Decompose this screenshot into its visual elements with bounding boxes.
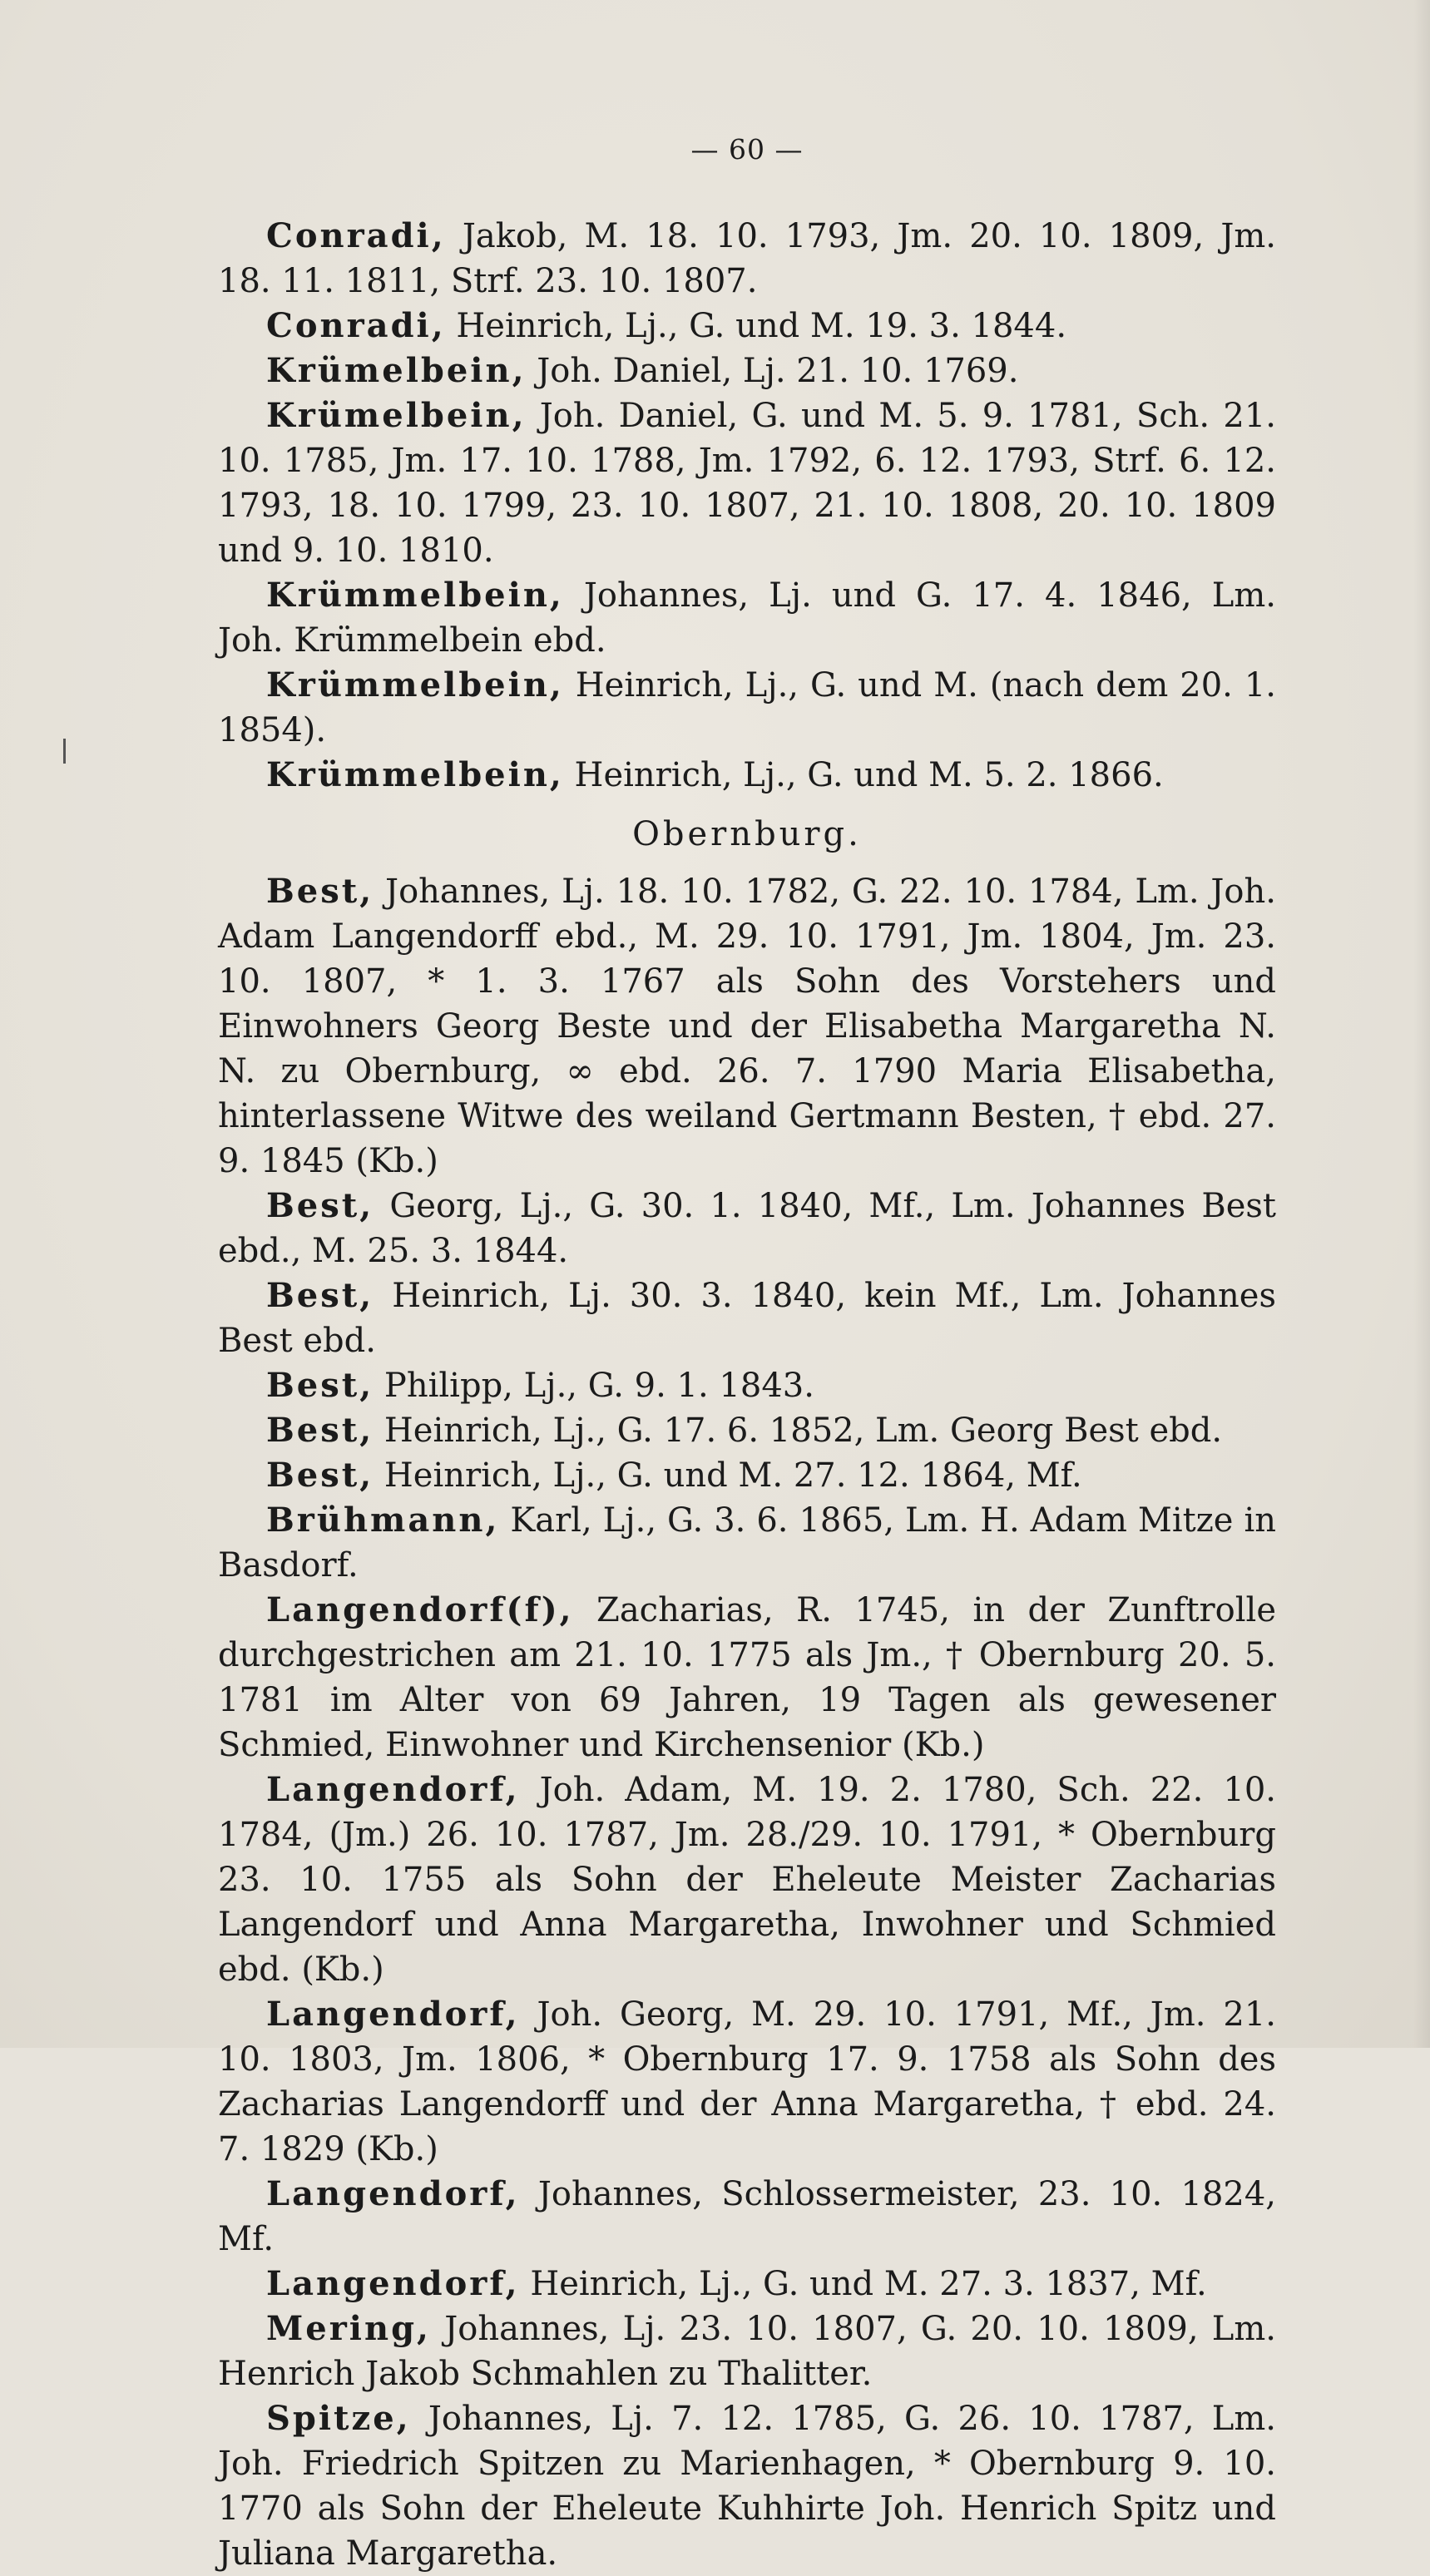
- entry-surname: Spitze,: [266, 2399, 411, 2438]
- entry-text: Heinrich, Lj., G. und M. 27. 12. 1864, Mf.: [374, 1456, 1082, 1495]
- entry-text: Joh. Georg, M. 29. 10. 1791, Mf., Jm. 21. 10. 1803, Jm. 1806, * Obernburg 17. 9. 1758 als Sohn des Zacharias Langendorff und der Anna Margaretha, † ebd. 24. 7. 1829 (Kb.): [218, 1995, 1276, 2168]
- page-edge-shade: [1413, 0, 1430, 2048]
- entry: [218, 1498, 1276, 1588]
- entry-surname: Krümmelbein,: [266, 665, 564, 705]
- entry-surname: Krümelbein,: [266, 396, 527, 435]
- entry: [218, 1992, 1276, 2172]
- entry-surname: Krümmelbein,: [266, 576, 564, 615]
- entry-surname: Conradi,: [266, 216, 446, 255]
- entry: [218, 393, 1276, 573]
- entry-surname: Best,: [266, 872, 374, 911]
- text-block: [218, 133, 1276, 2576]
- entry: [218, 869, 1276, 1184]
- entry-text: Heinrich, Lj., G. und M. 27. 3. 1837, Mf.: [519, 2265, 1207, 2303]
- entry-text: Zacharias, R. 1745, in der Zunftrolle durchgestrichen am 21. 10. 1775 als Jm., † Obernburg 20. 5. 1781 im Alter von 69 Jahren, 19 Tagen als gewesener Schmied, Einwohner und Kirchensenior (Kb.): [218, 1591, 1276, 1764]
- entry: [218, 1273, 1276, 1363]
- entry-surname: Best,: [266, 1411, 374, 1450]
- entry-surname: Best,: [266, 1366, 374, 1405]
- entry-surname: Best,: [266, 1276, 374, 1315]
- entry: [218, 2396, 1276, 2576]
- entry: [218, 2262, 1276, 2307]
- entry-surname: Langendorf,: [266, 1995, 520, 2034]
- section-heading: Obernburg.: [632, 815, 862, 853]
- entry-text: Heinrich, Lj. 30. 3. 1840, kein Mf., Lm. Johannes Best ebd.: [218, 1277, 1276, 1360]
- entry-text: Joh. Adam, M. 19. 2. 1780, Sch. 22. 10. 1784, (Jm.) 26. 10. 1787, Jm. 28./29. 10. 1791, * Obernburg 23. 10. 1755 als Sohn der Eheleute Meister Zacharias Langendorf und Anna Margaretha, Inwohner und Schmied ebd. (Kb.): [218, 1771, 1276, 1989]
- entry-text: Johannes, Lj. 23. 10. 1807, G. 20. 10. 1809, Lm. Henrich Jakob Schmahlen zu Thalitter.: [218, 2310, 1276, 2393]
- entry-text: Johannes, Lj. 7. 12. 1785, G. 26. 10. 1787, Lm. Joh. Friedrich Spitzen zu Marienhagen, * Obernburg 9. 10. 1770 als Sohn der Eheleute Kuhhirte Joh. Henrich Spitz und Juliana Margaretha.: [218, 2400, 1276, 2573]
- entry-surname: Conradi,: [266, 306, 446, 345]
- entry: [218, 1768, 1276, 1992]
- entry: [218, 349, 1276, 393]
- entry-surname: Langendorf(f),: [266, 1590, 574, 1629]
- entry-text: Georg, Lj., G. 30. 1. 1840, Mf., Lm. Johannes Best ebd., M. 25. 3. 1844.: [218, 1187, 1276, 1270]
- entry: [218, 2307, 1276, 2396]
- entry-text: Jakob, M. 18. 10. 1793, Jm. 20. 10. 1809, Jm. 18. 11. 1811, Strf. 23. 10. 1807.: [218, 217, 1276, 300]
- entry: [218, 304, 1276, 349]
- entry-surname: Best,: [266, 1456, 374, 1495]
- margin-mark: [63, 739, 66, 764]
- entry: [218, 214, 1276, 304]
- entry-text: Heinrich, Lj., G. und M. 5. 2. 1866.: [563, 756, 1164, 794]
- entry: [218, 1184, 1276, 1273]
- entry-surname: Mering,: [266, 2309, 431, 2348]
- entry-text: Philipp, Lj., G. 9. 1. 1843.: [374, 1367, 814, 1405]
- entry-surname: Brühmann,: [266, 1501, 500, 1540]
- entry-surname: Krümelbein,: [266, 351, 527, 390]
- entry-text: Heinrich, Lj., G. und M. (nach dem 20. 1. 1854).: [218, 666, 1276, 749]
- entry-text: Johannes, Lj. und G. 17. 4. 1846, Lm. Joh. Krümmelbein ebd.: [218, 576, 1276, 660]
- entry-surname: Krümmelbein,: [266, 755, 564, 794]
- entry-text: Heinrich, Lj., G. 17. 6. 1852, Lm. Georg Best ebd.: [374, 1412, 1223, 1450]
- page-number: — 60 —: [690, 133, 804, 166]
- entry: [218, 753, 1276, 798]
- entry-text: Johannes, Lj. 18. 10. 1782, G. 22. 10. 1784, Lm. Joh. Adam Langendorff ebd., M. 29. 10. 1791, Jm. 1804, Jm. 23. 10. 1807, * 1. 3. 1767 als Sohn des Vorstehers und Einwohners Georg Beste und der Elisabetha Margaretha N. N. zu Obernburg, ∞ ebd. 26. 7. 1790 Maria Elisabetha, hinterlassene Witwe des weiland Gertmann Besten, † ebd. 27. 9. 1845 (Kb.): [218, 873, 1276, 1180]
- entries-conradi-kruemelbein: [218, 214, 1276, 798]
- entry-text: Joh. Daniel, G. und M. 5. 9. 1781, Sch. 21. 10. 1785, Jm. 17. 10. 1788, Jm. 1792, 6. 12. 1793, Strf. 6. 12. 1793, 18. 10. 1799, 23. 10. 1807, 21. 10. 1808, 20. 10. 1809 und 9. 10. 1810.: [218, 397, 1276, 570]
- entry: [218, 1408, 1276, 1453]
- entry: [218, 1588, 1276, 1768]
- entries-obernburg: [218, 869, 1276, 2576]
- entry-surname: Langendorf,: [266, 2174, 520, 2213]
- entry-text: Joh. Daniel, Lj. 21. 10. 1769.: [526, 352, 1019, 390]
- entry: [218, 1363, 1276, 1408]
- entry: [218, 663, 1276, 753]
- entry-text: Johannes, Schlossermeister, 23. 10. 1824, Mf.: [218, 2175, 1276, 2258]
- entry-surname: Best,: [266, 1186, 374, 1225]
- entry: [218, 2172, 1276, 2262]
- entry-text: Karl, Lj., G. 3. 6. 1865, Lm. H. Adam Mitze in Basdorf.: [218, 1501, 1276, 1585]
- entry-surname: Langendorf,: [266, 1770, 520, 1809]
- entry-surname: Langendorf,: [266, 2264, 520, 2303]
- entry: [218, 573, 1276, 663]
- entry: [218, 1453, 1276, 1498]
- entry-text: Heinrich, Lj., G. und M. 19. 3. 1844.: [445, 307, 1067, 345]
